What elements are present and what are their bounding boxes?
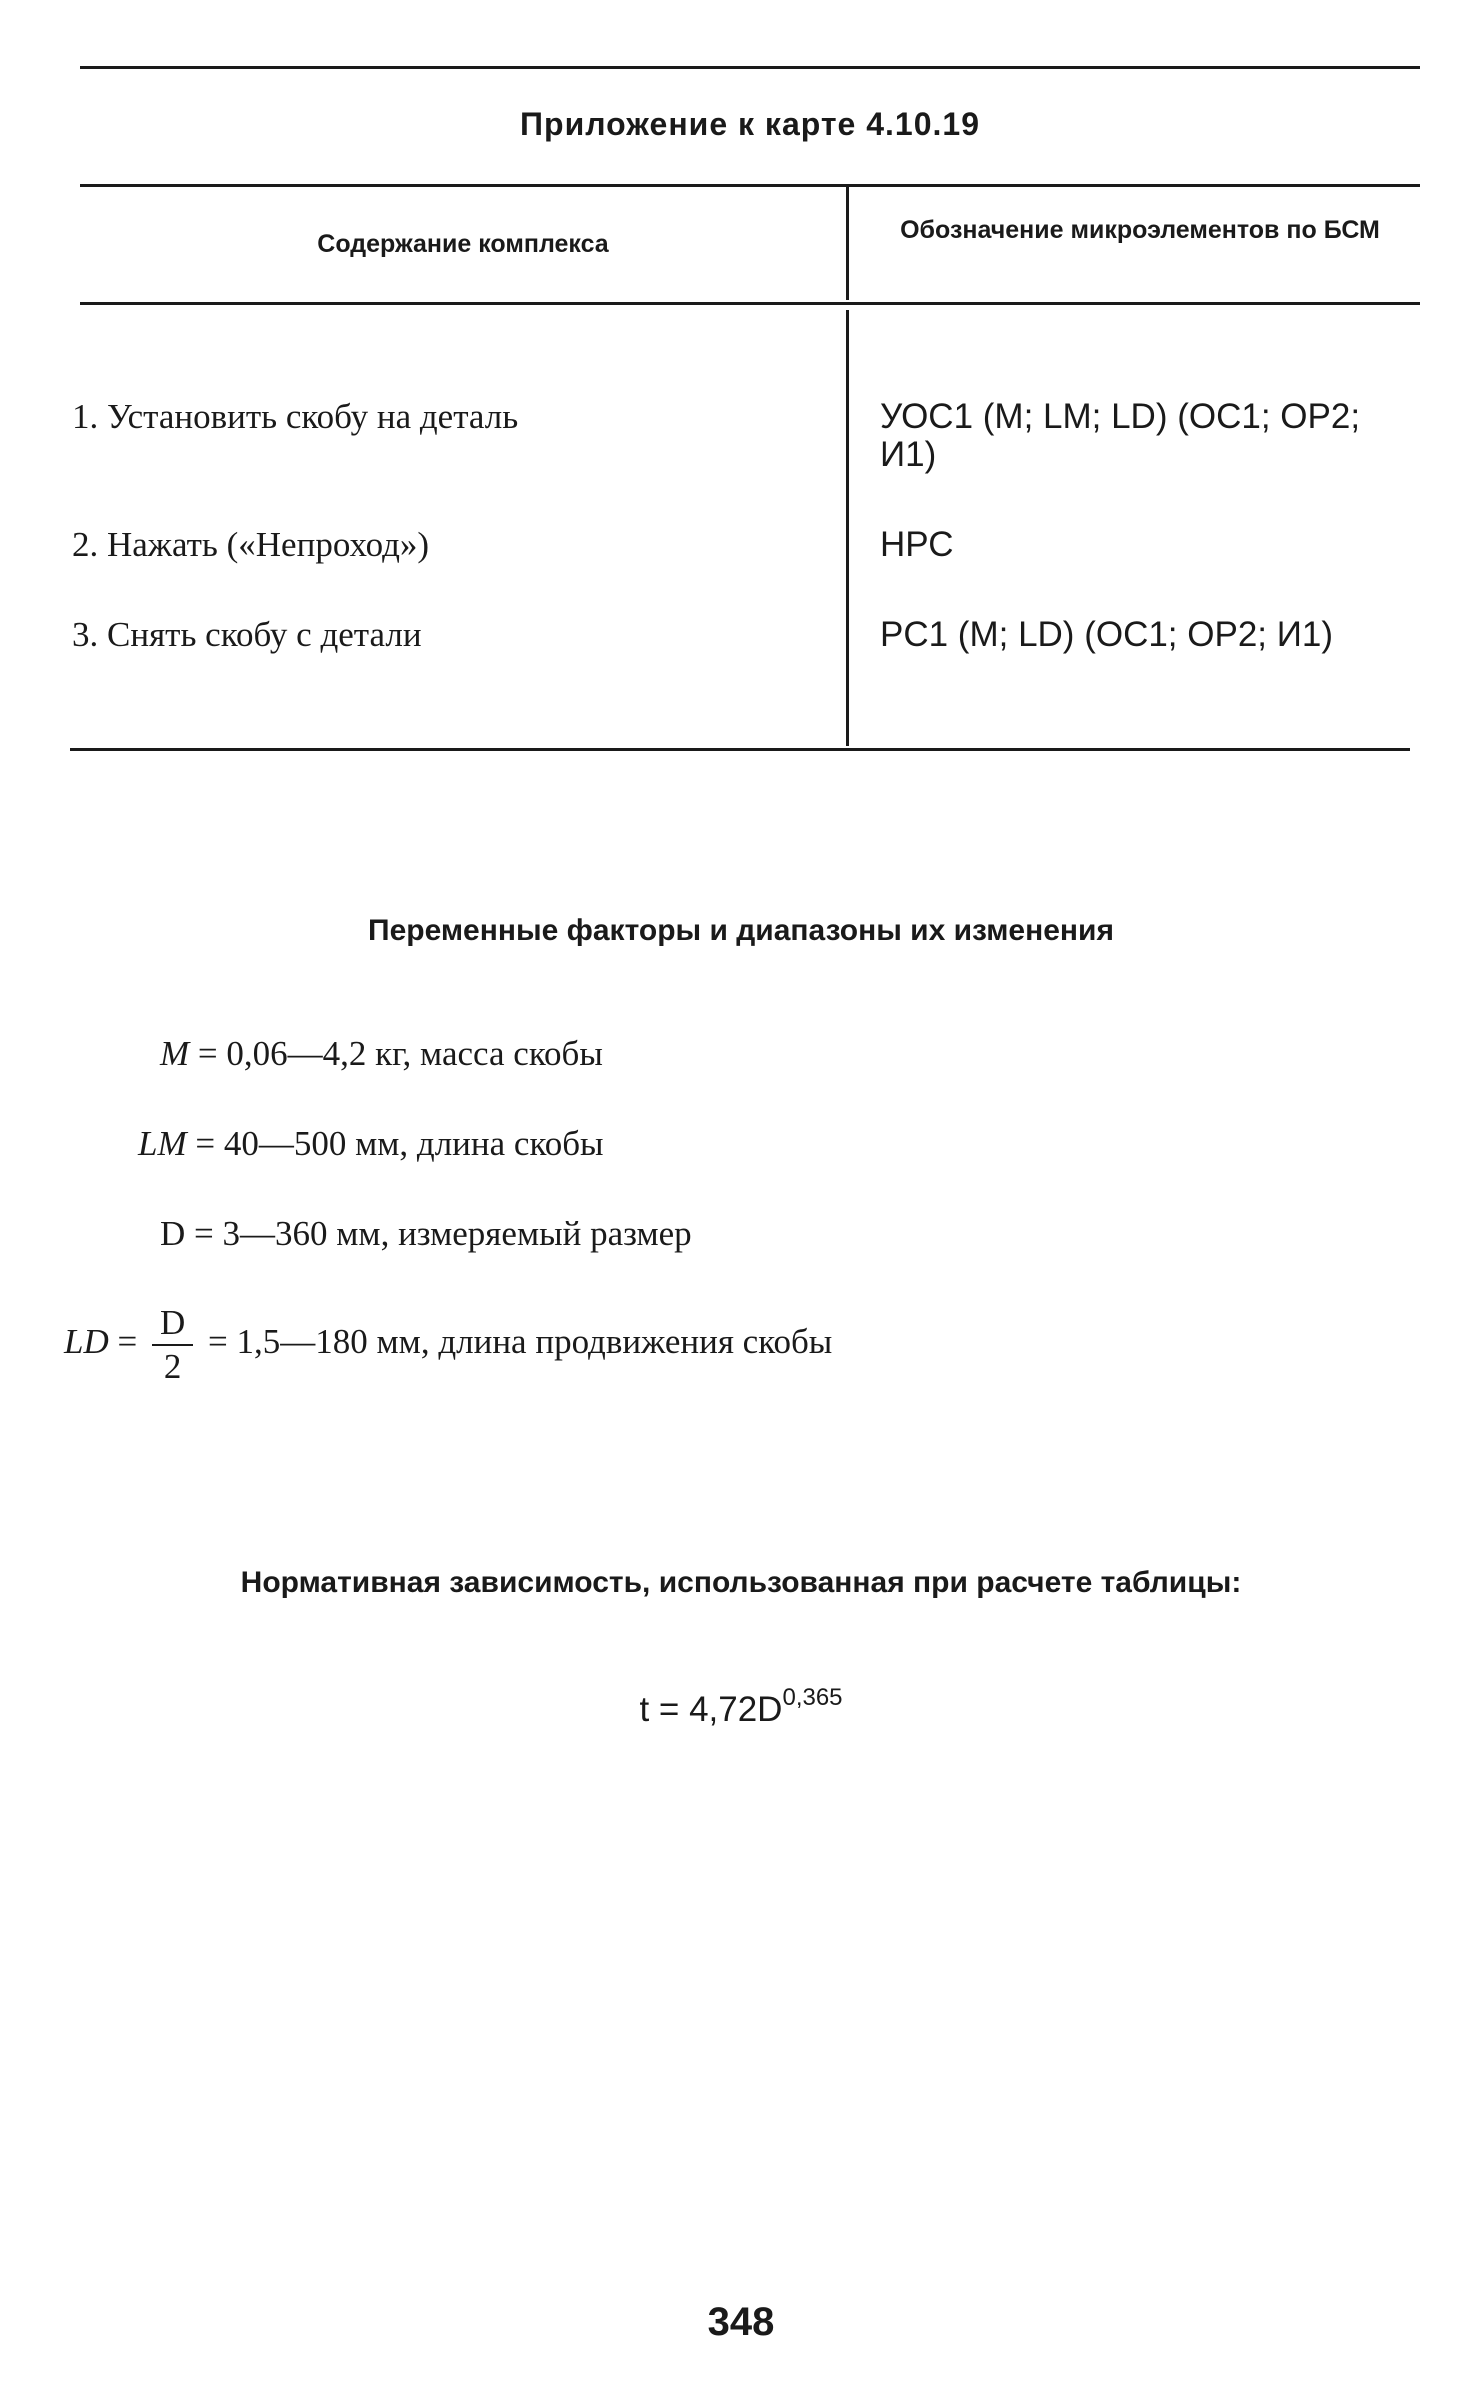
- row-3-code: PC1 (M; LD) (ОС1; ОР2; И1): [880, 615, 1334, 654]
- factor-m-symbol: M: [160, 1034, 190, 1073]
- factor-lm: [138, 1124, 604, 1164]
- factor-d: [160, 1214, 692, 1254]
- factor-d-text: = 3—360 мм, измеряемый размер: [194, 1214, 692, 1253]
- top-rule: [80, 66, 1420, 69]
- factor-d-symbol: D: [160, 1214, 186, 1253]
- factor-m-text: = 0,06—4,2 кг, масса скобы: [197, 1034, 603, 1073]
- factors-title: Переменные факторы и диапазоны их изменения: [368, 914, 1114, 947]
- formula-exponent: 0,365: [782, 1684, 843, 1711]
- page-number: 348: [707, 2300, 775, 2344]
- row-2-code: НРС: [880, 525, 954, 564]
- row-2-content: 2. Нажать («Непроход»): [72, 525, 430, 564]
- table-bottom-rule: [70, 748, 1410, 751]
- row-1-content: 1. Установить скобу на деталь: [72, 397, 519, 436]
- ld-numerator: D: [152, 1302, 193, 1346]
- table-column-divider: [846, 184, 849, 300]
- factor-ld-text: = 1,5—180 мм, длина продвижения скобы: [208, 1322, 833, 1362]
- factor-lm-symbol: LM: [138, 1124, 187, 1163]
- factor-m: [160, 1034, 603, 1074]
- factor-ld: LD = $\frac{D}{2}$ = 1,5—180 мм, длина продвижения скобы: [64, 1303, 833, 1386]
- table-body-divider: [846, 310, 849, 746]
- row-1-code: УОС1 (M; LM; LD) (ОС1; ОР2; И1): [880, 397, 1361, 474]
- dependency-title: Нормативная зависимость, использованная при расчете таблицы:: [240, 1566, 1242, 1599]
- header-content: Содержание комплекса: [317, 230, 609, 258]
- header-bottom-rule: [80, 302, 1420, 305]
- ld-fraction: [152, 1302, 193, 1388]
- dependency-formula: [0, 1684, 1482, 1730]
- formula-base: t = 4,72D: [639, 1690, 783, 1729]
- row-3-content: 3. Снять скобу с детали: [72, 615, 422, 654]
- table-top-rule: [80, 184, 1420, 187]
- factor-lm-text: = 40—500 мм, длина скобы: [195, 1124, 604, 1163]
- factor-ld-symbol: LD: [64, 1322, 109, 1362]
- ld-denominator: 2: [163, 1347, 182, 1386]
- table-caption: Приложение к карте 4.10.19: [520, 106, 980, 142]
- header-code: Обозначение микроэлементов по БСМ: [900, 216, 1380, 244]
